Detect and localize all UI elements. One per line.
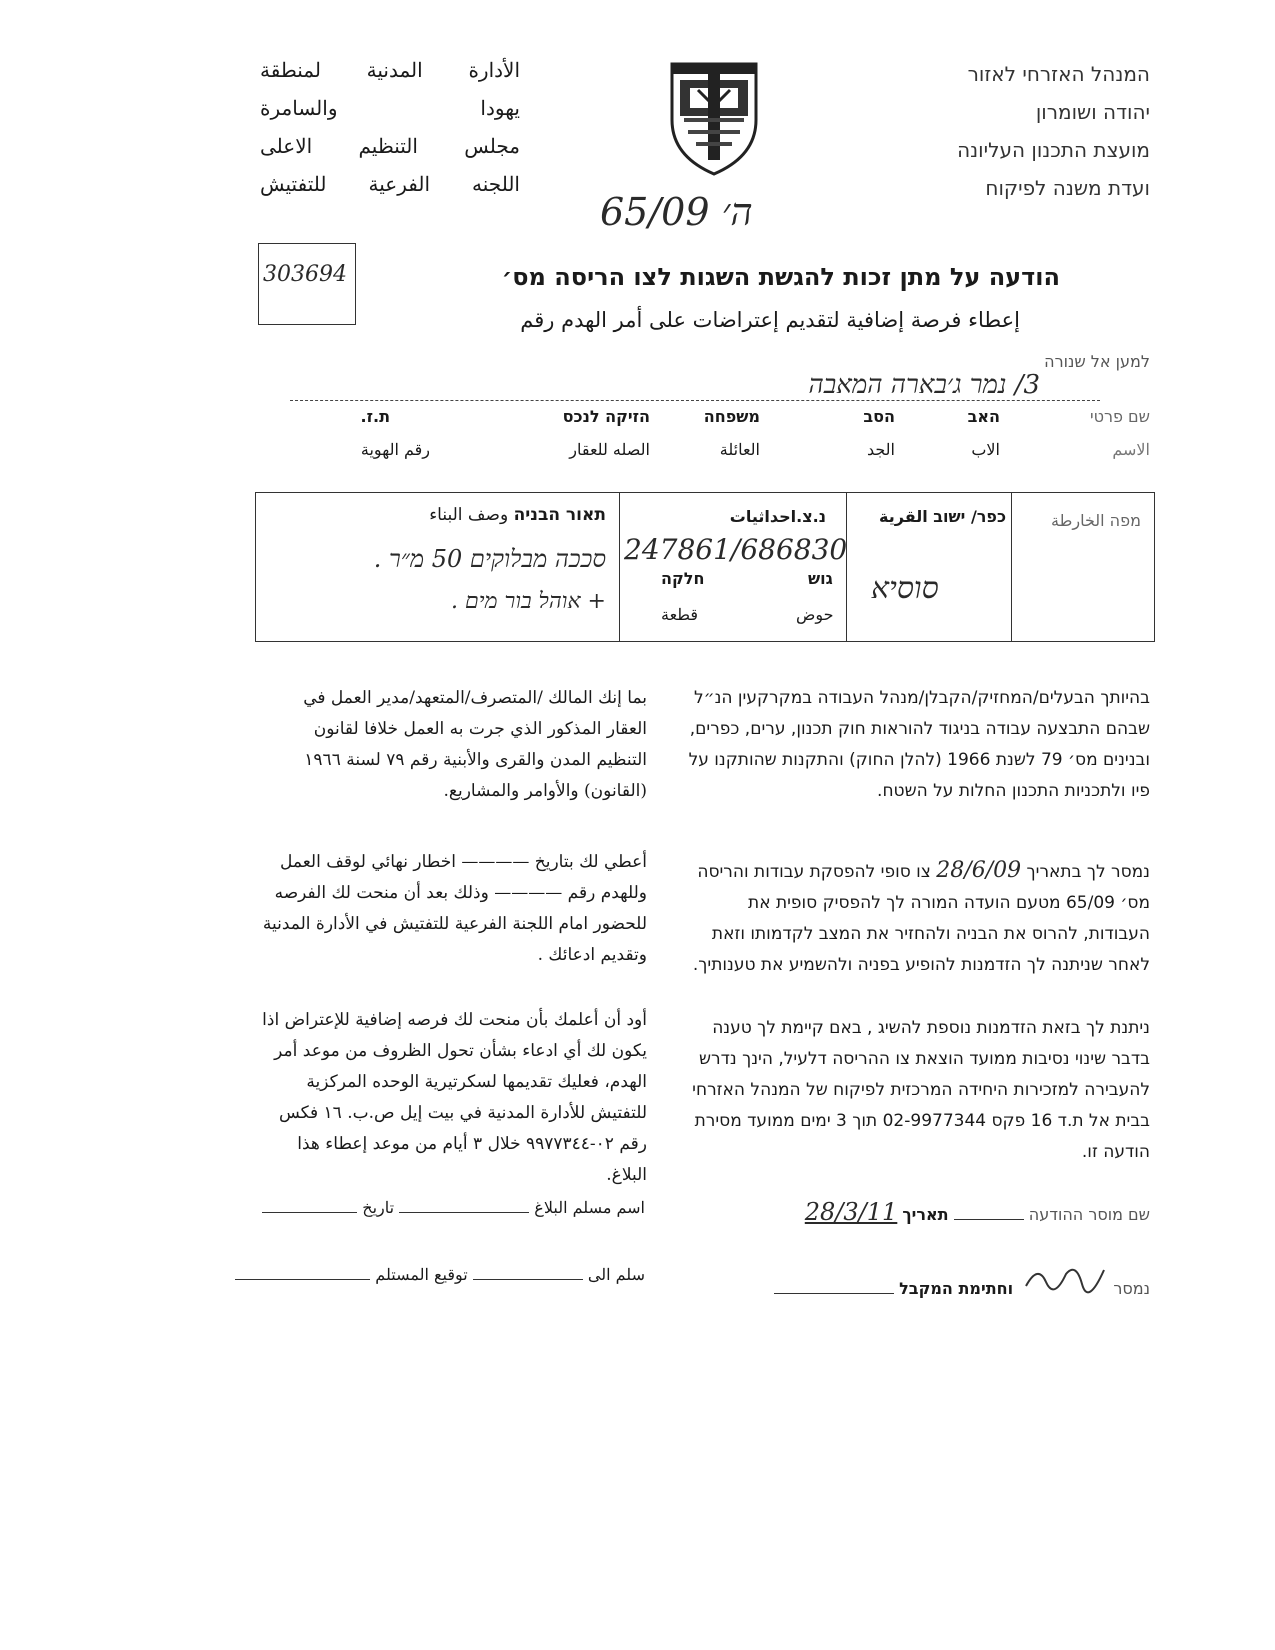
table-divider (1011, 493, 1012, 641)
left-signature-row-2 (200, 1265, 645, 1284)
coords-value: 247861/686830 (624, 533, 848, 566)
right-signature-row-2 (705, 1260, 1150, 1301)
arabic-header-word: الاعلى (260, 134, 313, 158)
person-handwritten: 3/ נמר ג׳בארה המאבה (808, 370, 1040, 400)
hebrew-header-line: ועדת משנה לפיקוח (985, 176, 1150, 200)
qita-label: قطعة (661, 605, 699, 624)
helka-label: חלקה (661, 569, 705, 588)
shield-emblem (668, 60, 760, 178)
building-table (255, 492, 1155, 642)
delivered-date: 28/6/09 (936, 858, 1022, 883)
left-paragraph-2: أعطي لك بتاريخ ———— اخطار نهائي لوقف العمل وللهدم رقم ———— وذلك بعد أن منحت لك الفرصه للحضور امام اللجنة الفرعية للتفتيش في الأدارة المدنية وتقديم ادعائك . (262, 852, 647, 965)
arabic-header-word: للتفتيش (260, 172, 327, 196)
recipient-signature-scribble (1018, 1260, 1108, 1301)
to-label: למען אל שנורה (1044, 352, 1150, 371)
table-divider (619, 493, 620, 641)
date-line-ar (262, 1212, 357, 1213)
hebrew-header-line: מועצת התכנון העליונה (957, 138, 1150, 162)
notifier-name-line (954, 1219, 1024, 1220)
delivered-to-line (473, 1279, 583, 1280)
hebrew-header-line: המנהל האזרחי לאזור (967, 62, 1150, 86)
col-desc-header (276, 505, 606, 525)
title-arabic: إعطاء فرصة إضافية لتقديم إعتراضات على أمر الهدم رقم (520, 308, 1020, 332)
arabic-header-word: والسامرة (260, 96, 338, 120)
left-signature-row-1 (220, 1198, 645, 1217)
label-relation: הזיקה לנכס (562, 407, 650, 426)
arabic-header-word: الأدارة (468, 58, 520, 82)
col-desc-header-he: תאור הבניה (513, 505, 606, 525)
col-coords-header: נ.צ.احداثيات (729, 507, 826, 526)
right-signature-row-1 (690, 1198, 1150, 1226)
label-name-ar: الاسم (1112, 440, 1150, 459)
desc-line-1: סככה מבלוקים 50 מ״ר . (373, 545, 606, 573)
label-grandfather-ar: الجد (866, 440, 895, 459)
left-paragraph-1: بما إنك المالك /المتصرف/المتعهد/مدير العمل في العقار المذكور الذي جرت به العمل خلافا لقانون التنظيم المدن والقرى والأبنية رقم ٧٩ لسنة ١٩٦٦ (القانون) والأوامر والمشاريع. (303, 688, 647, 801)
left-paragraph-3: أود أن أعلمك بأن منحت لك فرصه إضافية للإعتراض اذا يكون لك أي ادعاء بشأن تحول الظروف من موعد أمر الهدم، فعليك تقديمها لسكرتيرية الوحده المركزية للتفتيش للأدارة المدنية في بيت إيل ص.ب. ١٦ فكس رقم ٠٢-٩٩٧٧٣٤٤ خلال ٣ أيام من موعد إعطاء هذا البلاغ. (262, 1010, 647, 1185)
delivered-he-label: נמסר (1113, 1279, 1150, 1298)
arabic-header-word: لمنطقة (260, 58, 321, 82)
label-father-ar: الاب (971, 440, 1000, 459)
delivered-on-label: נמסר לך בתאריך (1026, 862, 1150, 882)
arabic-header-word: المدنية (366, 58, 423, 82)
label-family: משפחה (703, 407, 760, 426)
arabic-header-word: اللجنه (472, 172, 520, 196)
label-id-ar: رقم الهوية (360, 440, 430, 459)
label-first-name: שם פרטי (1089, 407, 1150, 426)
right-paragraph-2 (685, 855, 1150, 981)
label-grandfather: הסב (863, 407, 895, 426)
sender-name-line (399, 1212, 529, 1213)
handwritten-reference: ה׳ 65/09 (600, 190, 753, 234)
sender-name-label: اسم مسلم البلاغ (534, 1198, 645, 1217)
recipient-signature-he-label: וחתימת המקבל (899, 1279, 1014, 1298)
arabic-header-word: الفرعية (368, 172, 430, 196)
label-father: האב (967, 407, 1000, 426)
village-value: סוסיא (871, 571, 939, 606)
arabic-header-word: مجلس (464, 134, 520, 158)
notice-date: 28/3/11 (804, 1198, 898, 1226)
recipient-signature-label: توقيع المستلم (375, 1265, 468, 1284)
table-divider (846, 493, 847, 641)
hebrew-header-line: יהודה ושומרון (1035, 100, 1150, 124)
arabic-header-word: يهودا (480, 96, 520, 120)
recipient-signature-line (235, 1279, 370, 1280)
hod-label: حوض (796, 605, 834, 624)
stamp-number-box (258, 243, 356, 325)
desc-line-2: + אוהל בור מים . (451, 589, 606, 614)
col-map-header: מפה الخارطة (1051, 511, 1141, 530)
notifier-name-label: שם מוסר ההודעה (1028, 1205, 1150, 1224)
date-label-he: תאריך (902, 1205, 949, 1224)
person-labels-he (340, 407, 1150, 431)
right-paragraph-2-body: צו סופי להפסקת עבודות והריסה מס׳ 65/09 מטעם הועדה המורה לך להפסיק סופית את העבודות, להרוס את הבניה ולהחזיר את המצב לקדמותו וזאת לאחר שניתנה לך הזדמנות להופיע בפניה ולהשמיע את טענותיך. (692, 862, 1150, 975)
arabic-header-word: التنظيم (358, 134, 418, 158)
recipient-signature-he-line (774, 1293, 894, 1294)
person-underline (290, 400, 1100, 401)
person-labels-ar (340, 440, 1150, 464)
right-paragraph-1: בהיותך הבעלים/המחזיק/הקבלן/מנהל העבודה במקרקעין הנ״ל שבהם התבצעה עבודה בניגוד להוראות חוק תכנון, ערים, כפרים, ובנינים מס׳ 79 לשנת 1966 (להלן החוק) והתקנות שהותקנו על פיו ולתכניות התכנון החלות על השטח. (688, 688, 1150, 801)
gush-label: גוש (808, 569, 833, 588)
label-relation-ar: الصله للعقار (569, 440, 650, 459)
label-id: ת.ז. (360, 407, 390, 426)
title-hebrew: הודעה על מתן זכות להגשת השגות לצו הריסה מס׳ (501, 263, 1060, 291)
date-label-ar: تاريخ (362, 1198, 395, 1217)
right-paragraph-3: ניתנת לך בזאת הזדמנות נוספת להשיג , באם קיימת לך טענה בדבר שינוי נסיבות ממועד הוצאת צו ההריסה דלעיל, הינך נדרש להעבירה למזכירות היחידה המרכזית לפיקוח של המנהל האזרחי בבית אל ת.ד 16 פקס 02-9977344 תוך 3 ימים ממועד מסירת הודעה זו. (692, 1018, 1150, 1162)
delivered-to-label: سلم الى (587, 1265, 645, 1284)
hebrew-header (900, 62, 1150, 214)
col-village-header: כפר/ ישוב القرية (879, 507, 1006, 526)
col-desc-header-ar: وصف البناء (429, 505, 509, 525)
arabic-header (260, 58, 520, 210)
stamp-number: 303694 (263, 262, 347, 287)
label-family-ar: العائلة (719, 440, 760, 459)
